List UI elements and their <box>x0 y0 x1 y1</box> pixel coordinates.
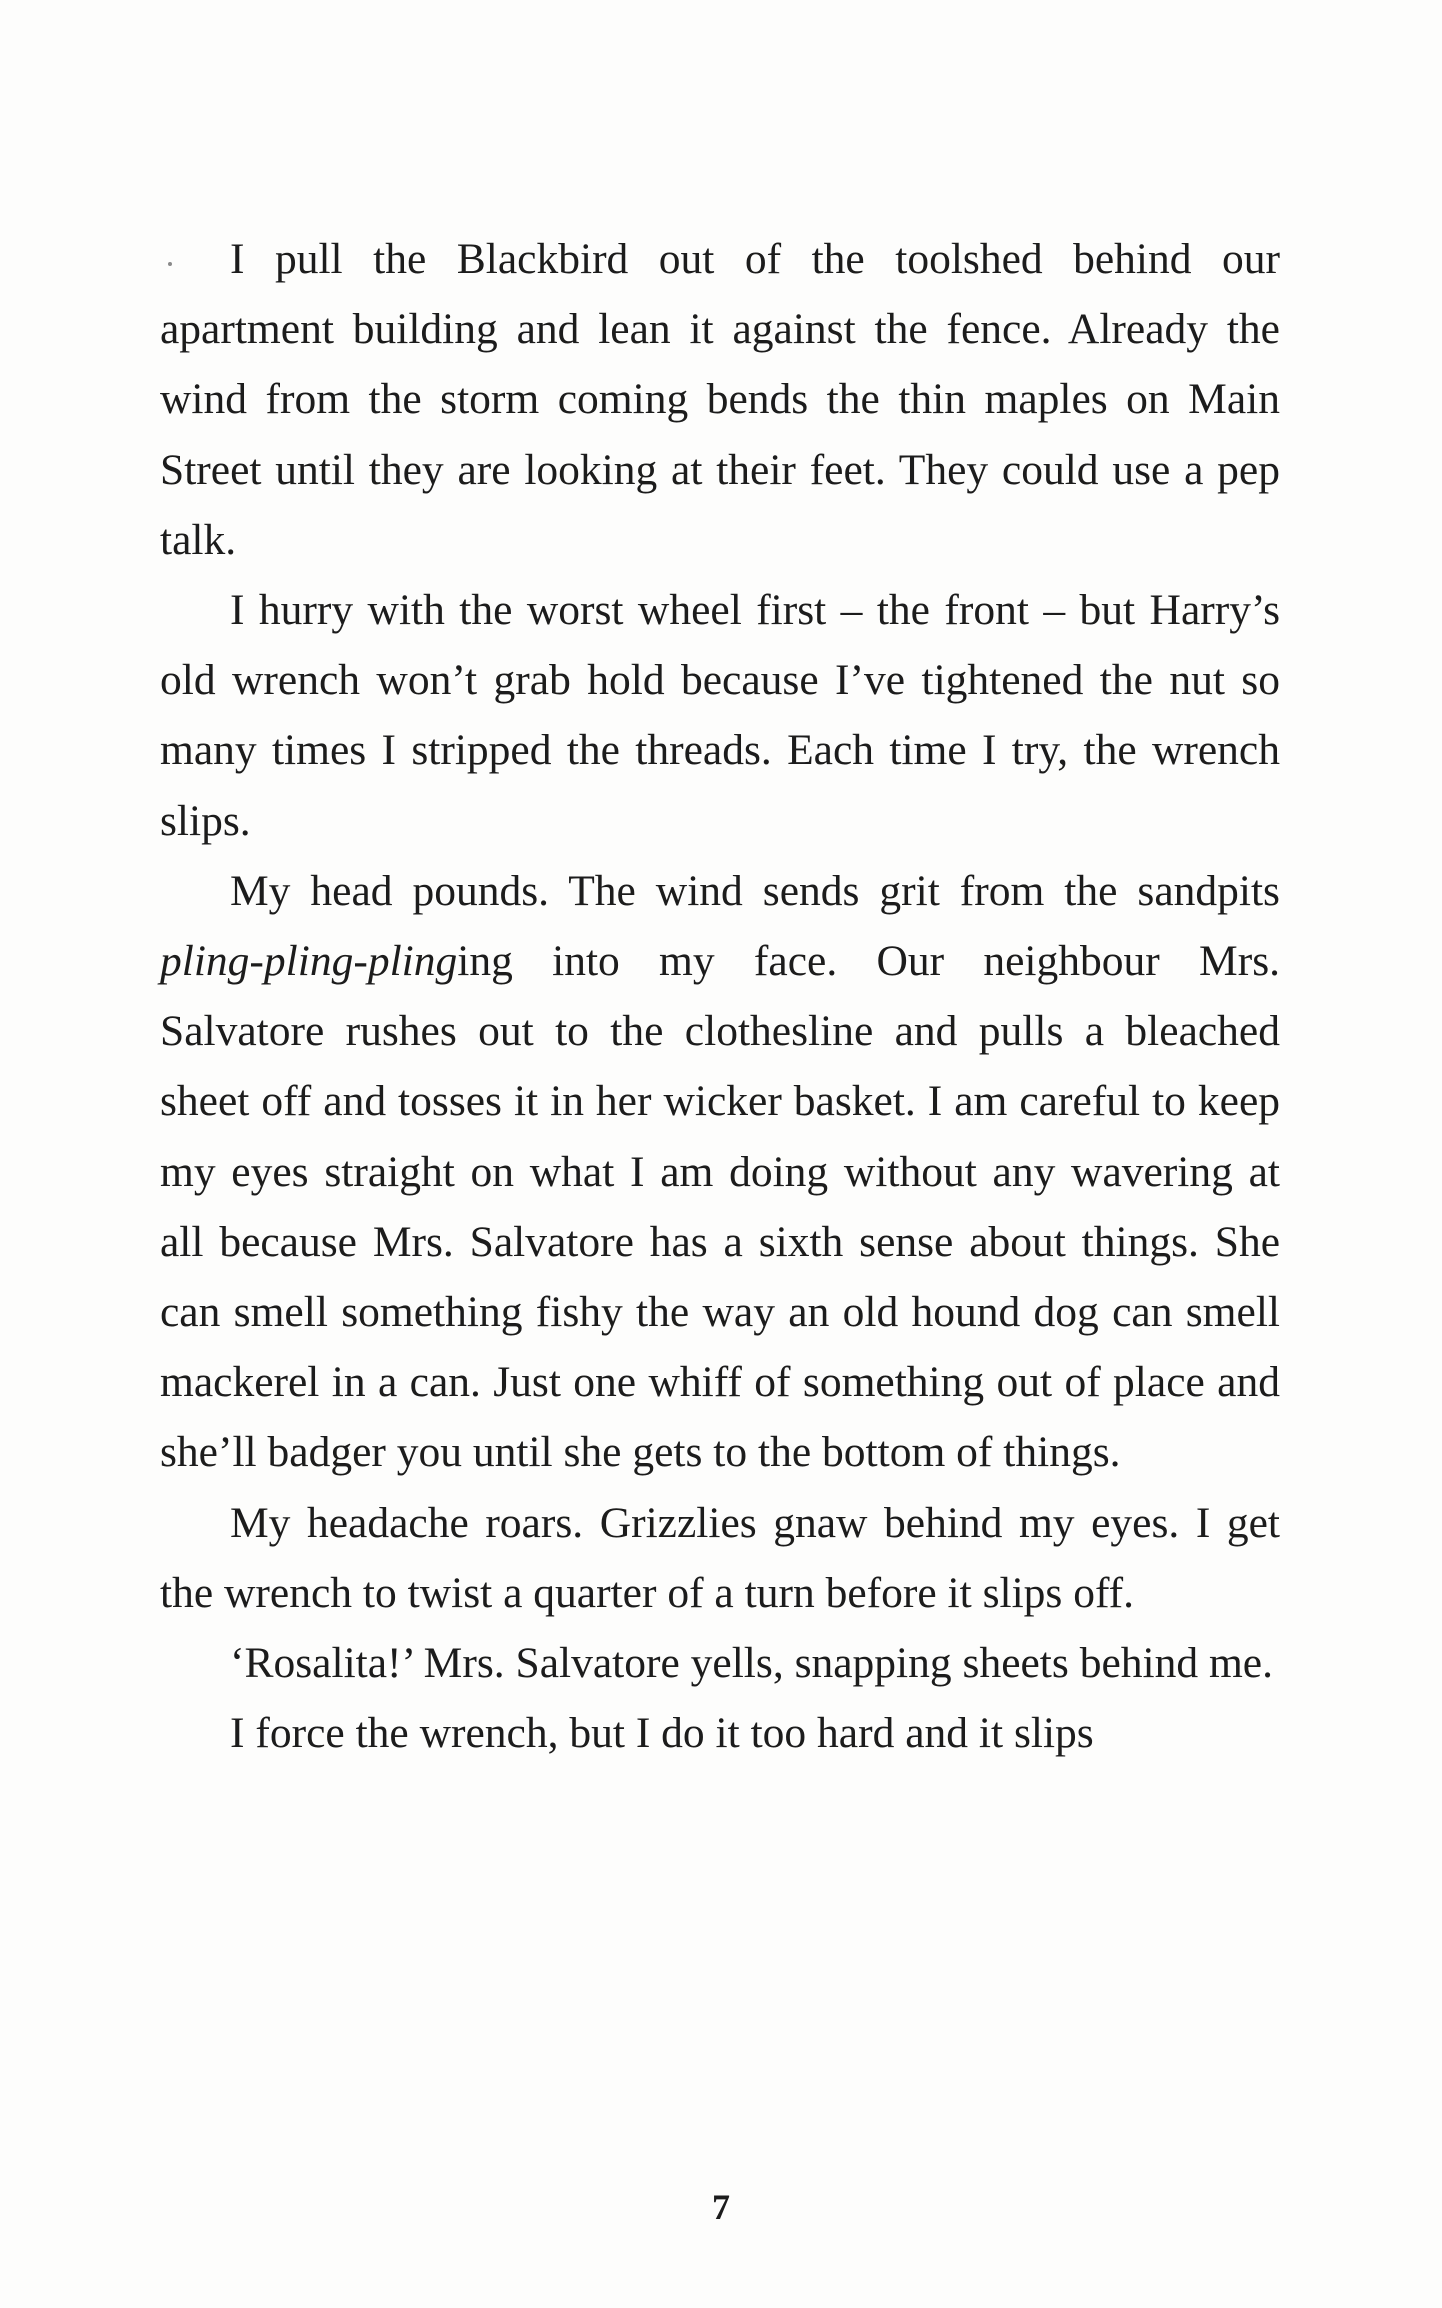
body-text <box>160 224 1280 1768</box>
paragraph-4: My headache roars. Grizzlies gnaw behind my eyes. I get the wrench to twist a quarter of a turn before it slips off. <box>160 1498 1280 1617</box>
paragraph-2: I hurry with the worst wheel first – the front – but Harry’s old wrench won’t grab hold because I’ve tightened the nut so many times I stripped the threads. Each time I try, the wrench slips. <box>160 586 1280 845</box>
paragraph-3 <box>160 856 1280 1488</box>
paragraph-5: ‘Rosalita!’ Mrs. Salvatore yells, snapping sheets behind me. <box>230 1639 1273 1688</box>
page-number: 7 <box>712 2187 730 2227</box>
paragraph-3-lead: My head pounds. The wind sends grit from the sandpits <box>230 866 1280 915</box>
paragraph-3-rest: ing into my face. Our neighbour Mrs. Salvatore rushes out to the clothesline and pulls a bleached sheet off and tosses it in her wicker basket. I am careful to keep my eyes straight on what I am doing without any wavering at all because Mrs. Salvatore has a sixth sense about things. She can smell something fishy the way an old hound dog can smell mackerel in a can. Just one whiff of something out of place and she’ll badger you until she gets to the bottom of things. <box>160 937 1280 1477</box>
paragraph-1: I pull the Blackbird out of the toolshed behind our apartment building and lean it against the fence. Already the wind from the storm coming bends the thin maples on Main Street until they are looking at their feet. They could use a pep talk. <box>160 235 1280 564</box>
paragraph-6: I force the wrench, but I do it too hard and it slips <box>230 1709 1094 1758</box>
paragraph-3-italic-sound: pling-pling-pling <box>160 937 458 986</box>
